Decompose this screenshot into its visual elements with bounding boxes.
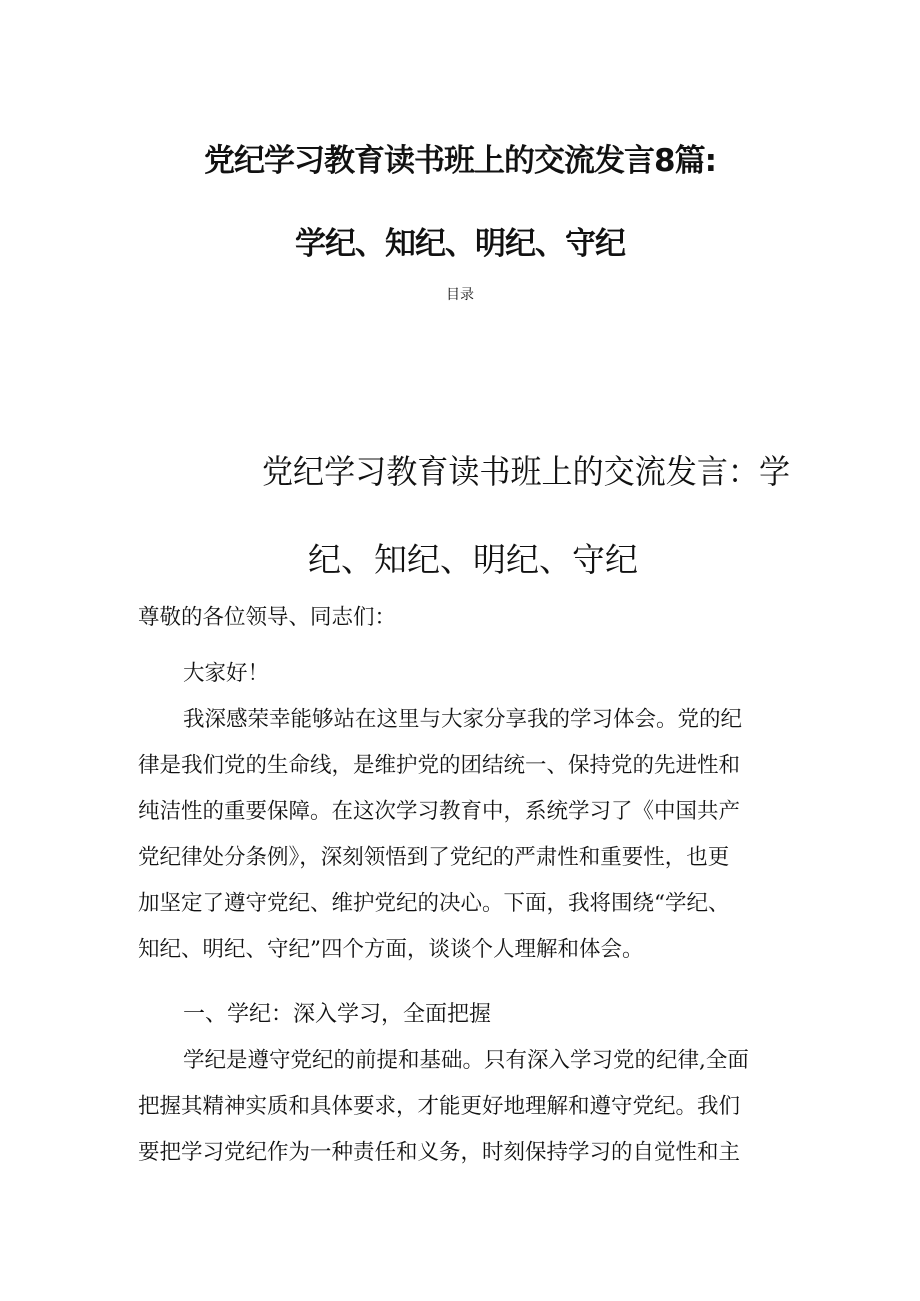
paragraph-1-line-1: 我深感荣幸能够站在这里与大家分享我的学习体会。党的纪 bbox=[183, 707, 743, 732]
heading-1: 一、学纪：深入学习，全面把握 bbox=[183, 1002, 492, 1027]
paragraph-1-line-2: 律是我们党的生命线，是维护党的团结统一、保持党的先进性和 bbox=[138, 753, 741, 778]
toc-label[interactable]: 目录 bbox=[446, 287, 474, 303]
document-title-line-2: 学纪、知纪、明纪、守纪 bbox=[295, 226, 625, 262]
paragraph-2-line-2: 把握其精神实质和具体要求，才能更好地理解和遵守党纪。我们 bbox=[138, 1094, 741, 1119]
document-title-line-1: 党纪学习教育读书班上的交流发言8篇: bbox=[204, 143, 716, 179]
paragraph-1-line-6: 知纪、明纪、守纪”四个方面，谈谈个人理解和体会。 bbox=[138, 937, 644, 962]
paragraph-2-line-1: 学纪是遵守党纪的前提和基础。只有深入学习党的纪律,全面 bbox=[183, 1048, 749, 1073]
greeting: 大家好！ bbox=[183, 661, 270, 686]
paragraph-1-line-4: 党纪律处分条例》，深刻领悟到了党纪的严肃性和重要性，也更 bbox=[138, 845, 730, 870]
paragraph-1-line-3: 纯洁性的重要保障。在这次学习教育中，系统学习了《中国共产 bbox=[138, 799, 741, 824]
section-title-line-2: 纪、知纪、明纪、守纪 bbox=[308, 540, 638, 579]
paragraph-1-line-5: 加坚定了遵守党纪、维护党纪的决心。下面，我将围绕“学纪、 bbox=[138, 891, 730, 916]
paragraph-2-line-3: 要把学习党纪作为一种责任和义务，时刻保持学习的自觉性和主 bbox=[138, 1140, 741, 1165]
section-title-line-1: 党纪学习教育读书班上的交流发言：学 bbox=[262, 452, 790, 491]
salutation: 尊敬的各位领导、同志们： bbox=[138, 605, 397, 630]
